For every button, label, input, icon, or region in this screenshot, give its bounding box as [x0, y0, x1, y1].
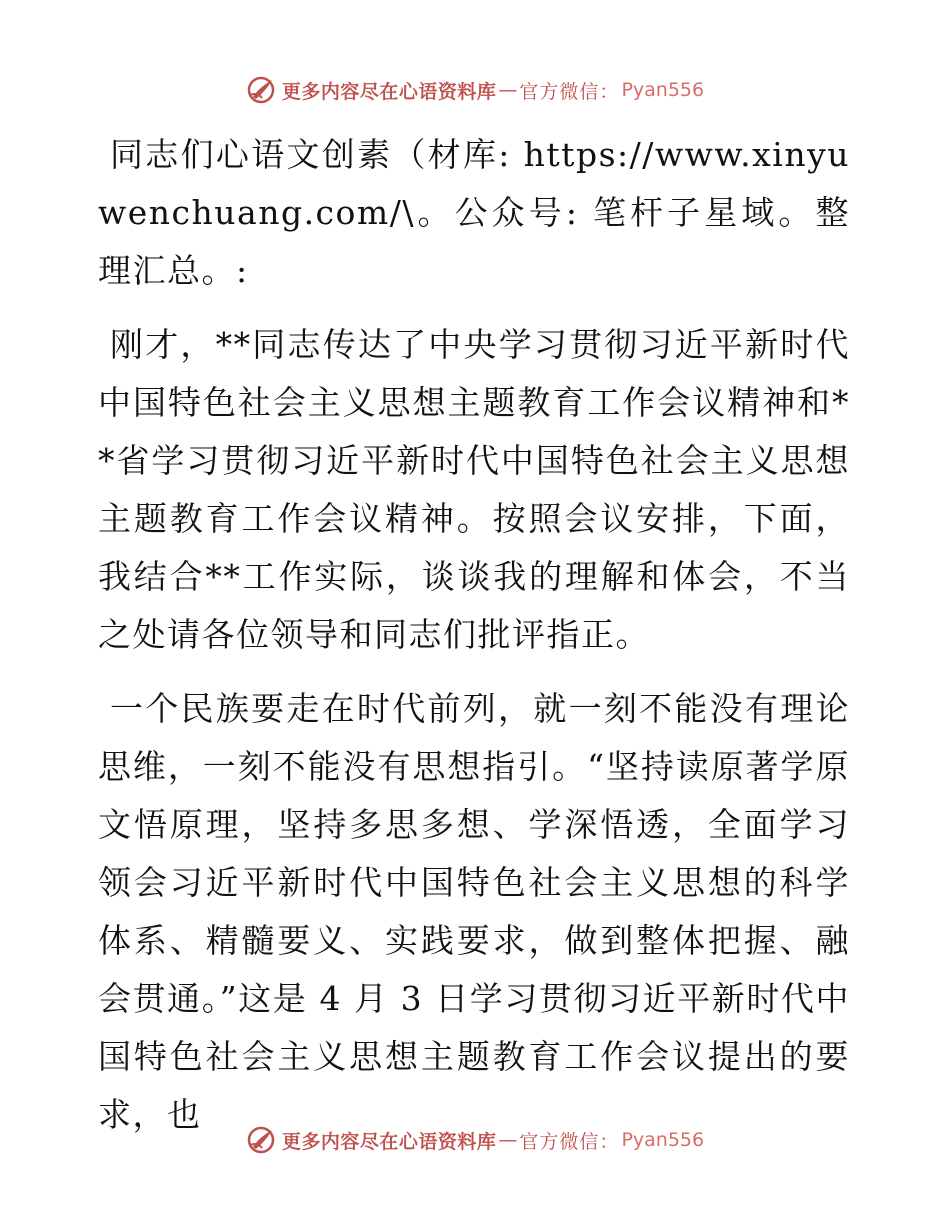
- banner-separator: —: [498, 79, 518, 101]
- banner-separator: —: [498, 1129, 518, 1151]
- paragraph-theory: 一个民族要走在时代前列，就一刻不能没有理论思维，一刻不能没有思想指引。“坚持读原著学原文悟原理，坚持多思多想、学深悟透，全面学习领会习近平新时代中国特色社会主义思想的科学体系、精髓要义、实践要求，做到整体把握、融会贯通。”这是 4 月 3 日学习贯彻习近平新时代中国特色社会主义思想主题教育工作会议提出的要求，也: [98, 689, 850, 1134]
- banner-wechat-label: 官方微信：: [519, 1130, 620, 1153]
- banner-wechat-account: Pyan556: [621, 79, 705, 101]
- header-banner: [0, 72, 950, 108]
- logo-icon: [246, 1125, 276, 1155]
- banner-wechat-label: 官方微信：: [519, 80, 620, 103]
- document-body: [98, 126, 850, 1160]
- banner-promo-text: 更多内容尽在心语资料库: [281, 80, 497, 103]
- banner-promo-text: 更多内容尽在心语资料库: [281, 1130, 497, 1153]
- paragraph-source-note: 同志们心语文创素（材库: https://www.xinyuwenchuang.com/\。公众号: 笔杆子星域。整理汇总。:: [98, 135, 850, 290]
- footer-banner: [0, 1122, 950, 1158]
- logo-icon: [246, 75, 276, 105]
- banner-wechat-account: Pyan556: [621, 1129, 705, 1151]
- paragraph-opening: 刚才，**同志传达了中央学习贯彻习近平新时代中国特色社会主义思想主题教育工作会议精神和**省学习贯彻习近平新时代中国特色社会主义思想主题教育工作会议精神。按照会议安排，下面，我结合**工作实际，谈谈我的理解和体会，不当之处请各位领导和同志们批评指正。: [98, 325, 850, 654]
